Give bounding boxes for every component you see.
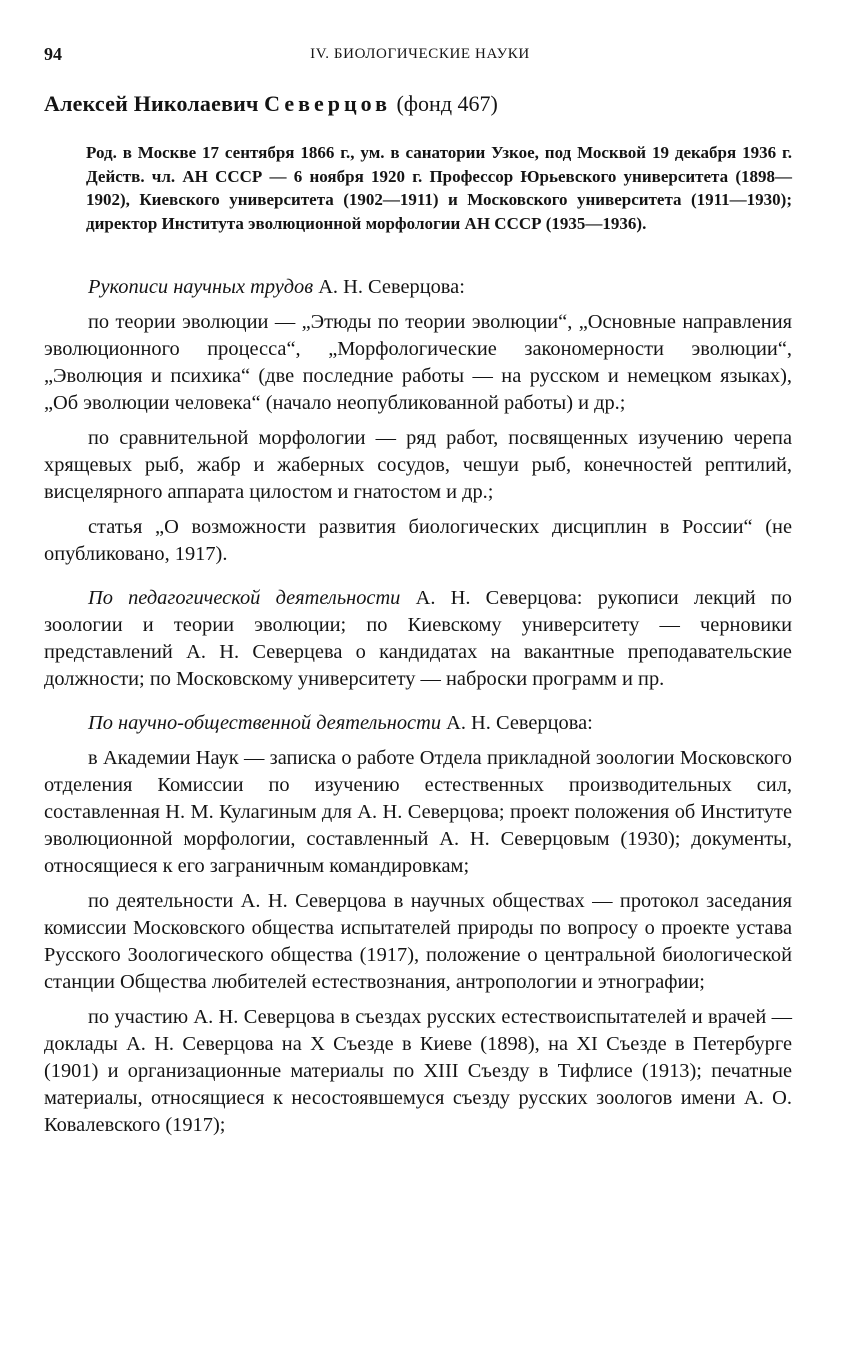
fund-title	[44, 91, 804, 117]
paragraph: по сравнительной морфологии — ряд работ, посвященных изучению черепа хрящевых рыб, жабр и жаберных сосудов, чешуи рыб, конечностей рептилий, висцелярного аппарата цилостом и гнатостом и др.;	[44, 427, 792, 503]
section-title: IV. БИОЛОГИЧЕСКИЕ НАУКИ	[310, 46, 530, 62]
biography-note: Род. в Москве 17 сентября 1866 г., ум. в санатории Узкое, под Москвой 19 декабря 1936 г. Действ. чл. АН СССР — 6 ноября 1920 г. Профессор Юрьевского университета (1898—1902), Киевского университета (1902—1911) и Московского университета (1911—1930); директор Института эволюционной морфологии АН СССР (1935—1936).	[86, 143, 792, 233]
fund-description	[44, 274, 792, 1139]
paragraph: по участию А. Н. Северцова в съездах русских естествоиспытателей и врачей — доклады А. Н. Северцова на X Съезде в Киеве (1898), на XI Съезде в Петербурге (1901) и организационные материалы по XIII Съезду в Тифлисе (1913); печатные материалы, относящиеся к несостоявшемуся съезду русских зоологов имени А. О. Ковалевского (1917);	[44, 1006, 792, 1136]
section-heading-italic: По научно-общественной деятельности	[88, 712, 442, 734]
paragraph: статья „О возможности развития биологических дисциплин в России“ (не опубликовано, 1917).	[44, 516, 792, 565]
section-heading-pedagogical	[44, 585, 792, 693]
section-heading-rest: А. Н. Северцова:	[446, 712, 593, 734]
paragraph: в Академии Наук — записка о работе Отдела прикладной зоологии Московского отделения Комиссии по изучению естественных производительных сил, составленная Н. М. Кулагиным для А. Н. Северцова; проект положения об Институте эволюционной морфологии, составленный А. Н. Северцовым (1930); документы, относящиеся к его заграничным командировкам;	[44, 747, 792, 877]
section-heading-italic: По педагогической деятельности	[88, 587, 401, 609]
paragraph: по деятельности А. Н. Северцова в научных обществах — протокол заседания комиссии Московского общества испытателей природы по вопросу о проекте устава Русского Зоологического общества (1917), положение о центральной биологической станции Общества любителей естествознания, антропологии и этнографии;	[44, 890, 792, 993]
fund-person-surname: Северцов	[264, 91, 391, 116]
section-heading-manuscripts	[44, 274, 792, 301]
paragraph: по теории эволюции — „Этюды по теории эволюции“, „Основные направления эволюционного процесса“, „Морфологические закономерности эволюции“, „Эволюция и психика“ (две последние работы — на русском и немецком языках), „Об эволюции человека“ (начало неопубликованной работы) и др.;	[44, 311, 792, 414]
fund-number: (фонд 467)	[396, 91, 498, 116]
section-heading-public	[44, 710, 792, 737]
section-heading-italic: Рукописи научных трудов	[88, 276, 314, 298]
running-head	[44, 44, 796, 72]
page-number: 94	[44, 44, 62, 64]
section-heading-rest: А. Н. Северцова:	[318, 276, 465, 298]
fund-person-name: Алексей Николаевич	[44, 91, 259, 116]
section-body: А. Н. Северцова: рукописи лекций по зоологии и теории эволюции; по Киевскому университету — черновики представлений А. Н. Северцева о кандидатах на вакантные преподавательские должности; по Московскому университету — наброски программ и пр.	[44, 587, 792, 690]
